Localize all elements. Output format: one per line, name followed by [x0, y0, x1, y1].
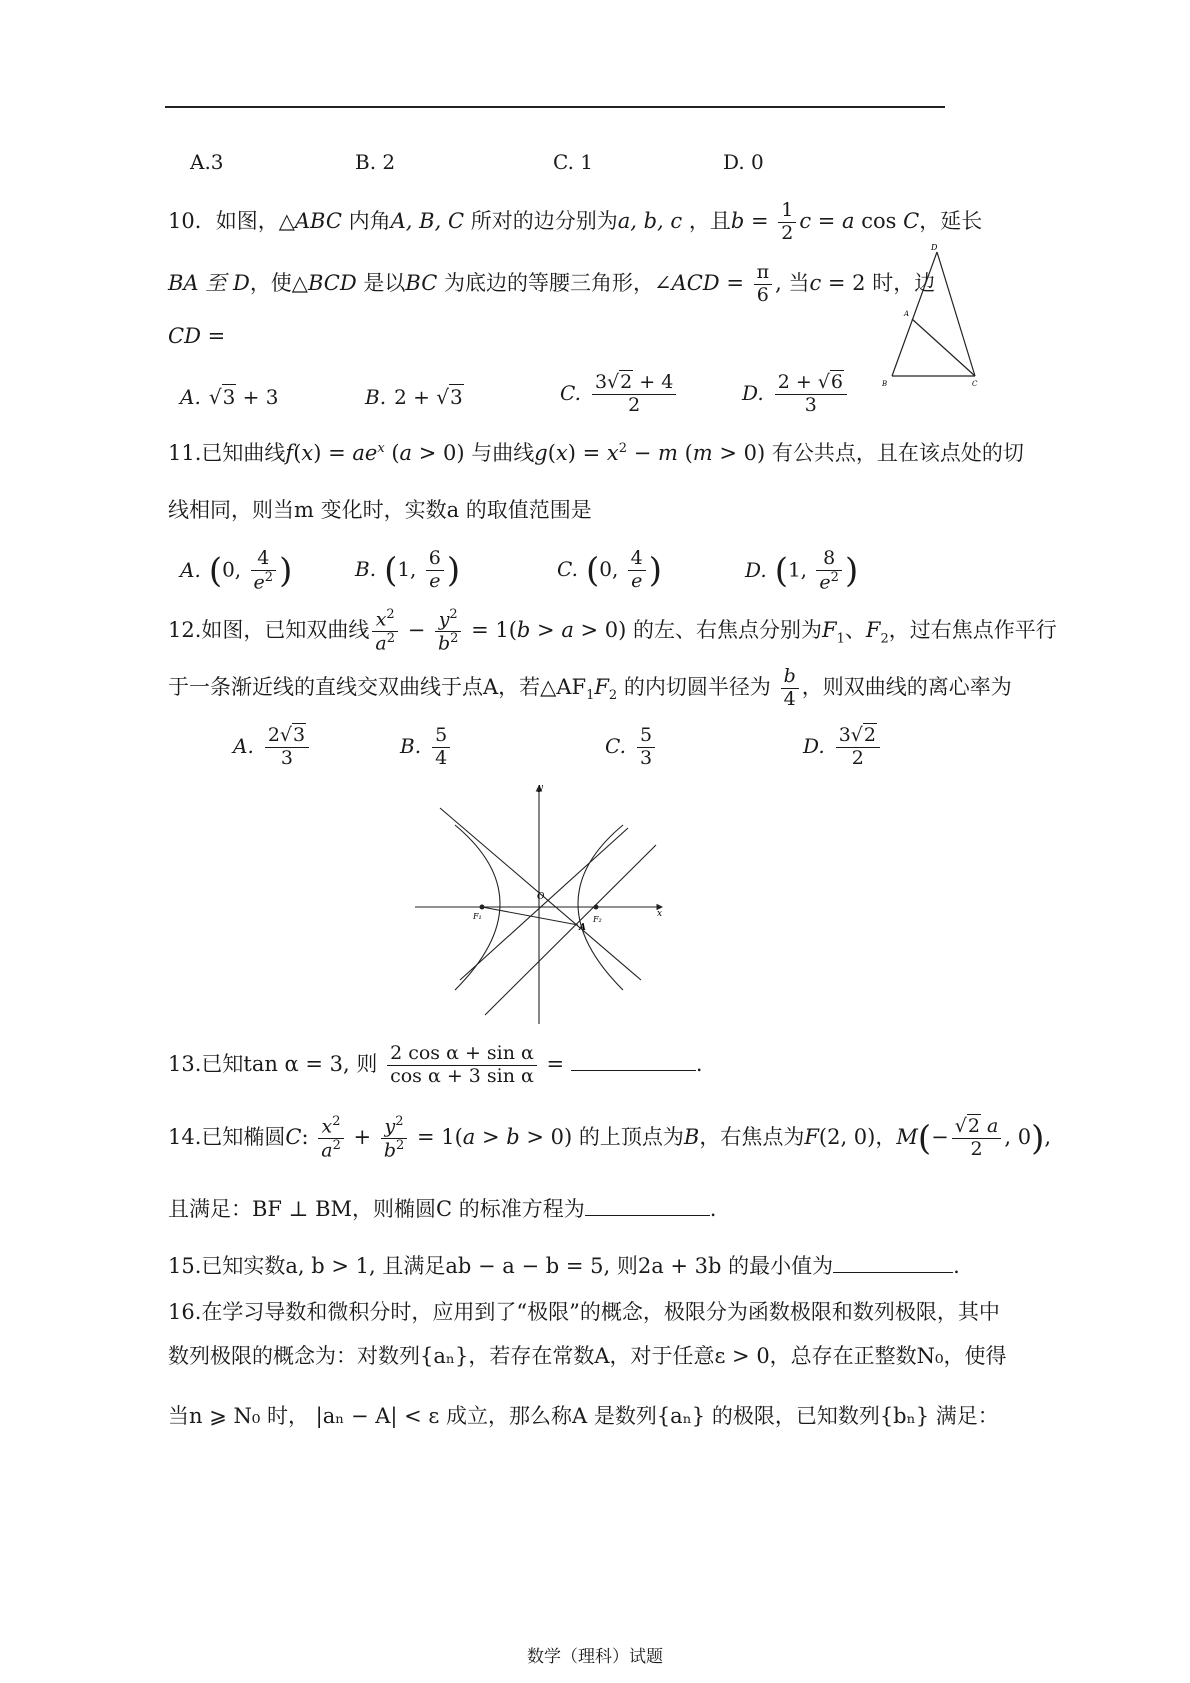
q11-prefix: 11.已知曲线 — [168, 441, 286, 465]
q10-option-d: D. $\frac{2 + √6}{3}$ — [742, 372, 850, 417]
q14-line2-text: 且满足：BF ⊥ BM，则椭圆C 的标准方程为 — [168, 1197, 585, 1221]
q15-line: 15.已知实数a, b > 1, 且满足ab − a − b = 5, 则2a + 3b 的最小值为 . — [168, 1254, 960, 1278]
triangle-segment-ac — [912, 319, 975, 376]
q9-option-b: B. 2 — [355, 150, 396, 174]
label-b: B — [882, 380, 888, 388]
q10-option-c: C. $\frac{3√2 + 4}{2}$ — [560, 372, 679, 417]
q16-line2: 数列极限的概念为：对数列{aₙ}，若存在常数A，对于任意ε > 0，总存在正整数N₀，使得 — [168, 1344, 1007, 1368]
triangle-side-db — [892, 252, 937, 376]
q16-line3: 当n ⩾ N₀ 时， |aₙ − A| < ε 成立，那么称A 是数列{aₙ} 的极限，已知数列{bₙ} 满足： — [168, 1404, 999, 1428]
q12-line1: 12.如图，已知双曲线 $\frac{x^2}{a^2}$ − $\frac{y^2}{b^2}$ = 1(b > a > 0) 的左、右焦点分别为$F_1$、$F_2$，过右焦点作平行 — [168, 607, 1057, 655]
q12-option-a: A. $\frac{2√3}{3}$ — [233, 725, 312, 770]
q10-option-b: B. 2 + √3 — [365, 385, 463, 409]
q12-line2-prefix: 于一条渐近线的直线交双曲线于点A，若△AF — [168, 674, 587, 699]
q14-line1: 14.已知椭圆C: $\frac{x^2}{a^2}$ + $\frac{y^2}{b^2}$ = 1(a > b > 0) 的上顶点为B，右焦点为F(2, 0)，M(− $\frac{√2 a}{2}$ , 0), — [168, 1114, 1052, 1162]
q13-prefix: 13.已知tan α = 3, 则 — [168, 1051, 378, 1076]
label-f2: F₂ — [593, 915, 602, 924]
q10-lead: 10．如图， — [168, 208, 279, 233]
parallel-line — [485, 845, 656, 1015]
label-a-point: A — [579, 923, 586, 933]
label-o: O — [537, 892, 545, 902]
asymptote-2 — [460, 828, 628, 980]
segment-f1-a — [482, 907, 578, 925]
q10-option-a: A. √3 + 3 — [180, 385, 279, 409]
q10-line2: BA 至 D，使△BCD 是以BC 为底边的等腰三角形，∠ACD = $\frac{\pi}{6}$ , 当c = 2 时，边 — [168, 261, 936, 306]
q9-option-d: D. 0 — [723, 150, 764, 174]
q12-hyperbola-figure — [410, 780, 670, 1030]
label-a: A — [904, 310, 910, 318]
label-f1: F₁ — [473, 912, 482, 921]
q9-option-a: A.3 — [190, 150, 224, 174]
q11-line2: 线相同，则当m 变化时，实数a 的取值范围是 — [168, 498, 592, 522]
q12-option-b: B. $\frac{5}{4}$ — [400, 725, 453, 770]
q9-option-c: C. 1 — [553, 150, 594, 174]
q10-line1: 10．如图，△ABC 内角A, B, C 所对的边分别为a, b, c ，且b = $\frac{1}{2}$ c = a cos C，延长 — [168, 199, 983, 244]
q12-option-d: D. $\frac{3√2}{2}$ — [803, 725, 883, 770]
point-f1 — [480, 905, 485, 910]
label-y: y — [538, 783, 544, 793]
q12-option-c: C. $\frac{5}{3}$ — [605, 725, 658, 770]
q14-line2: 且满足：BF ⊥ BM，则椭圆C 的标准方程为 . — [168, 1197, 717, 1221]
q10-line3: CD = — [168, 324, 226, 348]
q11-option-d: D. (1, $\frac{8}{e^2}$ ) — [745, 547, 859, 594]
label-x: x — [657, 909, 663, 919]
q11-option-a: A. (0, $\frac{4}{e^2}$ ) — [180, 547, 293, 594]
q10-line2-prefix: BA 至 — [168, 270, 227, 295]
q12-prefix: 12.如图，已知双曲线 — [168, 618, 370, 643]
label-d: D — [931, 243, 938, 252]
q15-text: 15.已知实数a, b > 1, 且满足ab − a − b = 5, 则2a + 3b 的最小值为 — [168, 1254, 834, 1278]
q12-line2: 于一条渐近线的直线交双曲线于点A，若$\triangle AF_1F_2$ 的内切圆半径为 $\frac{b}{4}$ ，则双曲线的离心率为 — [168, 665, 1012, 710]
triangle-side-dc — [937, 252, 975, 376]
q13-line: 13.已知tan α = 3, 则 $\frac{\text{2 cos α + sin α}}{\text{cos α + 3 sin α}}$ = . — [168, 1042, 703, 1087]
q11-option-b: B. (1, $\frac{6}{e}$ ) — [355, 547, 461, 592]
label-c: C — [972, 380, 978, 388]
header-rule — [165, 106, 945, 108]
point-f2 — [594, 905, 599, 910]
q11-option-c: C. (0, $\frac{4}{e}$ ) — [557, 547, 663, 592]
q14-prefix: 14.已知椭圆 — [168, 1125, 286, 1150]
q11-line1: 11.已知曲线$f(x) = ae^x$ (a > 0) 与曲线$g(x) = x^2 - m$ (m > 0) 有公共点，且在该点处的切 — [168, 441, 1024, 465]
q16-line1: 16.在学习导数和微积分时，应用到了“极限”的概念，极限分为函数极限和数列极限，其中 — [168, 1300, 1000, 1324]
q12-line2-suffix: ，则双曲线的离心率为 — [801, 674, 1012, 699]
page-footer: 数学（理科）试题 — [527, 1647, 663, 1667]
q10-triangle-figure — [875, 240, 985, 390]
